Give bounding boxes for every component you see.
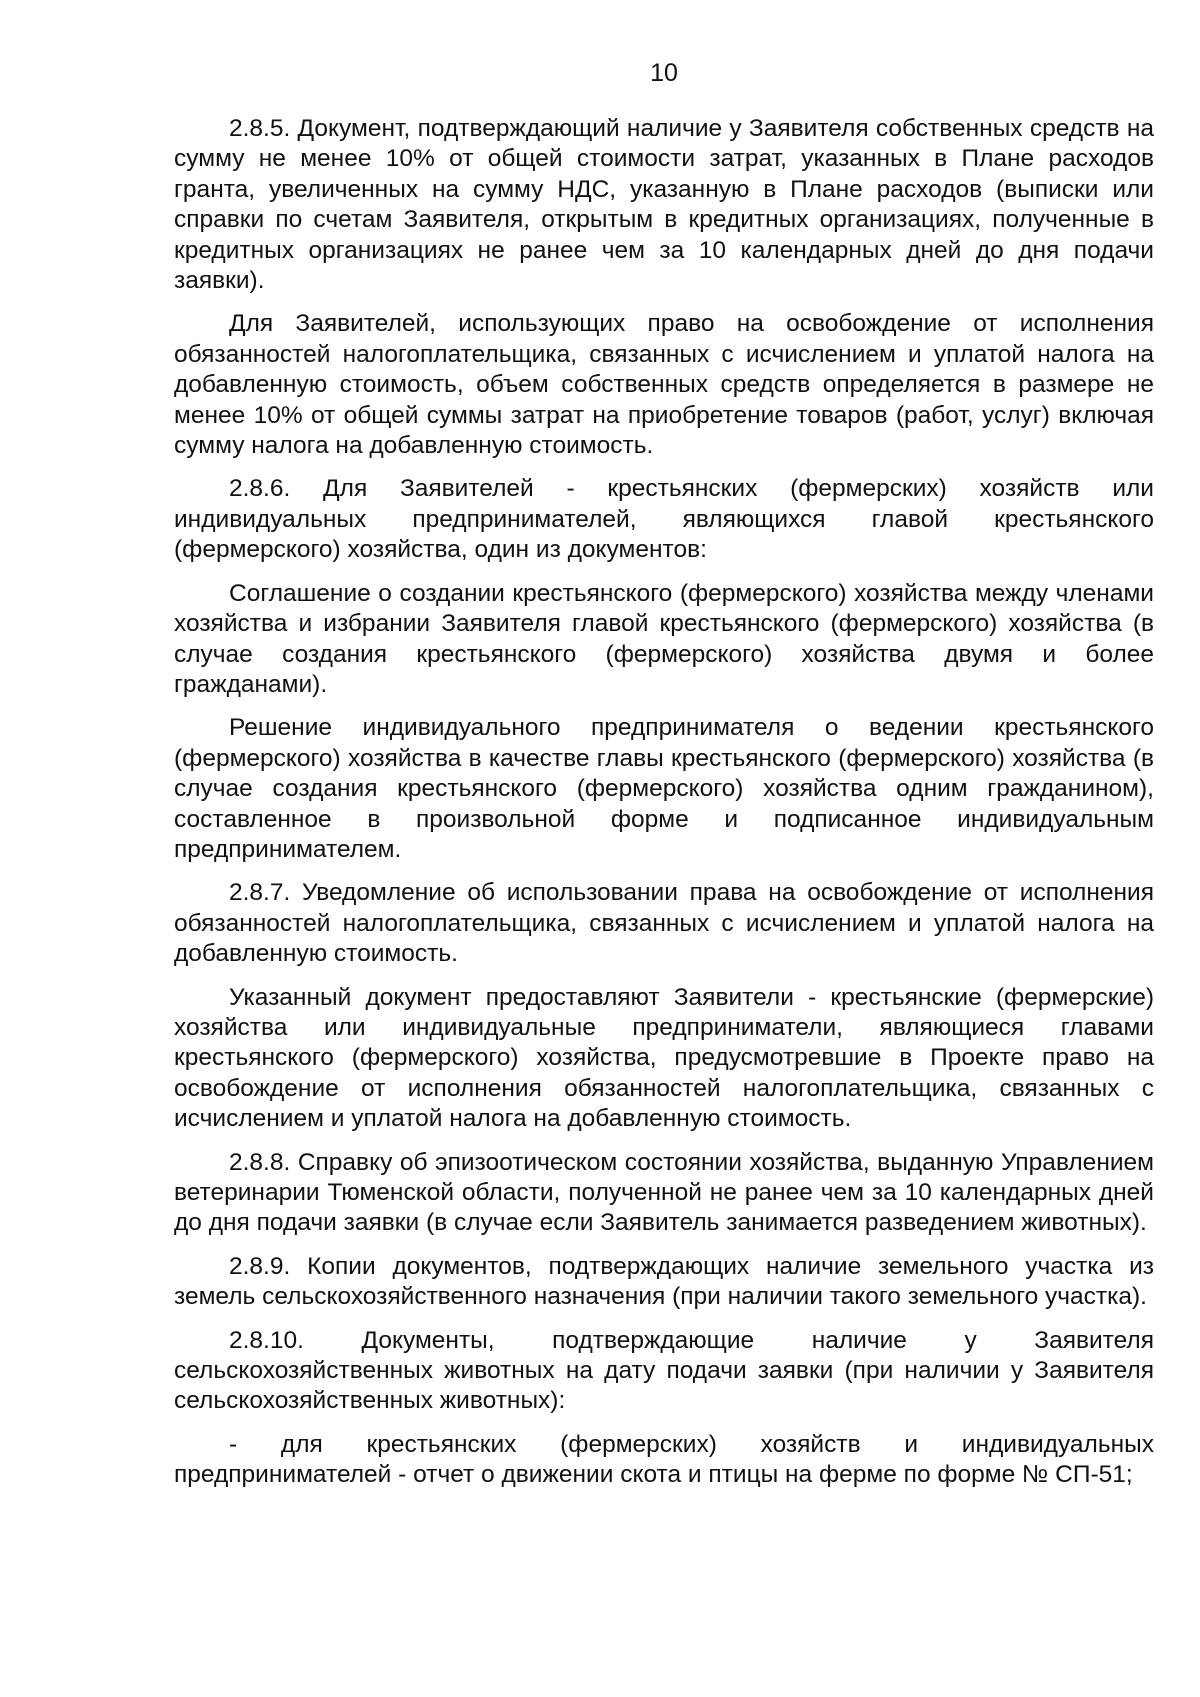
- paragraph-2-8-9: 2.8.9. Копии документов, подтверждающих наличие земельного участка из земель сельскохозяйственного назначения (при наличии такого земельного участка).: [174, 1252, 1154, 1311]
- paragraph-notice-providers: Указанный документ предоставляют Заявители - крестьянские (фермерские) хозяйства или индивидуальные предприниматели, являющиеся главами крестьянского (фермерского) хозяйства, предусмотревшие в Проекте право на освобождение от исполнения обязанностей налогоплательщика, связанных с исчислением и уплатой налога на добавленную стоимость.: [174, 983, 1154, 1133]
- document-body: [174, 114, 1154, 1504]
- paragraph-vat-exempt-own-funds: Для Заявителей, использующих право на освобождение от исполнения обязанностей налогоплательщика, связанных с исчислением и уплатой налога на добавленную стоимость, объем собственных средств определяется в размере не менее 10% от общей суммы затрат на приобретение товаров (работ, услуг) включая сумму налога на добавленную стоимость.: [174, 310, 1154, 460]
- paragraph-sp51-report: - для крестьянских (фермерских) хозяйств и индивидуальных предпринимателей - отчет о движении скота и птицы на ферме по форме № СП-51;: [174, 1430, 1154, 1489]
- paragraph-entrepreneur-decision: Решение индивидуального предпринимателя о ведении крестьянского (фермерского) хозяйства в качестве главы крестьянского (фермерского) хозяйства (в случае создания крестьянского (фермерского) хозяйства одним гражданином), составленное в произвольной форме и подписанное индивидуальным предпринимателем.: [174, 714, 1154, 863]
- paragraph-2-8-8: 2.8.8. Справку об эпизоотическом состоянии хозяйства, выданную Управлением ветеринарии Тюменской области, полученной не ранее чем за 10 календарных дней до дня подачи заявки (в случае если Заявитель занимается разведением животных).: [174, 1148, 1154, 1237]
- page-number: 10: [650, 59, 678, 87]
- paragraph-2-8-6: 2.8.6. Для Заявителей - крестьянских (фермерских) хозяйств или индивидуальных предпринимателей, являющихся главой крестьянского (фермерского) хозяйства, один из документов:: [174, 475, 1154, 564]
- paragraph-farm-agreement: Соглашение о создании крестьянского (фермерского) хозяйства между членами хозяйства и избрании Заявителя главой крестьянского (фермерского) хозяйства (в случае создания крестьянского (фермерского) хозяйства двумя и более гражданами).: [174, 579, 1154, 698]
- paragraph-2-8-10: 2.8.10. Документы, подтверждающие наличие у Заявителя сельскохозяйственных животных на дату подачи заявки (при наличии у Заявителя сельскохозяйственных животных):: [174, 1326, 1154, 1415]
- paragraph-2-8-7: 2.8.7. Уведомление об использовании права на освобождение от исполнения обязанностей налогоплательщика, связанных с исчислением и уплатой налога на добавленную стоимость.: [174, 879, 1154, 968]
- paragraph-2-8-5: 2.8.5. Документ, подтверждающий наличие у Заявителя собственных средств на сумму не менее 10% от общей стоимости затрат, указанных в Плане расходов гранта, увеличенных на сумму НДС, указанную в Плане расходов (выписки или справки по счетам Заявителя, открытым в кредитных организациях, полученные в кредитных организациях не ранее чем за 10 календарных дней до дня подачи заявки).: [174, 115, 1154, 295]
